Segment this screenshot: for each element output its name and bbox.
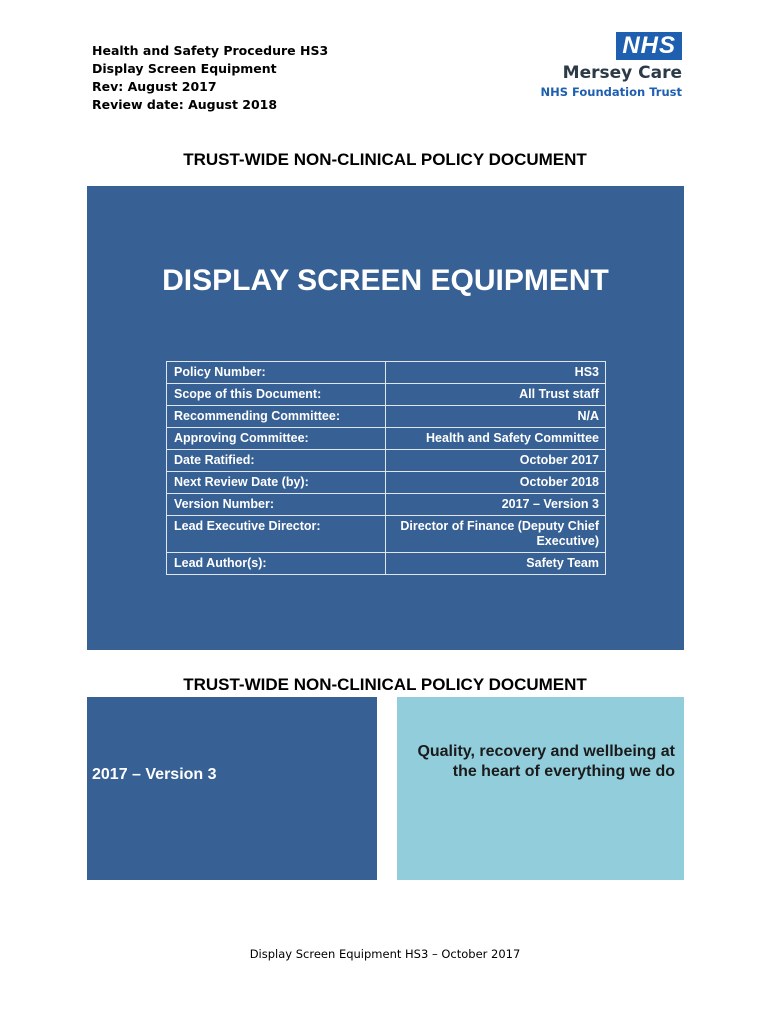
row-label: Approving Committee: — [167, 428, 386, 450]
nhs-logo — [540, 30, 690, 100]
version-panel — [87, 697, 377, 880]
doc-type-heading-bottom: TRUST-WIDE NON-CLINICAL POLICY DOCUMENT — [183, 675, 587, 694]
row-value: October 2018 — [386, 472, 606, 494]
row-label: Lead Executive Director: — [167, 516, 386, 553]
table-row — [167, 362, 606, 384]
row-value: Safety Team — [386, 553, 606, 575]
version-label: 2017 – Version 3 — [92, 766, 217, 783]
row-value: HS3 — [386, 362, 606, 384]
org-subtitle: NHS Foundation Trust — [540, 85, 682, 99]
header-line-procedure: Health and Safety Procedure HS3 — [92, 43, 329, 58]
cover-panel — [87, 186, 684, 650]
row-label: Next Review Date (by): — [167, 472, 386, 494]
row-value: Health and Safety Committee — [386, 428, 606, 450]
row-value: N/A — [386, 406, 606, 428]
row-label: Version Number: — [167, 494, 386, 516]
header-line-revision: Rev: August 2017 — [92, 79, 217, 94]
header-line-subject: Display Screen Equipment — [92, 61, 277, 76]
row-value: Director of Finance (Deputy Chief Executive) — [386, 516, 606, 553]
row-label: Lead Author(s): — [167, 553, 386, 575]
table-row — [167, 494, 606, 516]
doc-type-heading-top: TRUST-WIDE NON-CLINICAL POLICY DOCUMENT — [183, 150, 587, 169]
row-value: October 2017 — [386, 450, 606, 472]
tagline-panel — [397, 697, 684, 880]
row-label: Date Ratified: — [167, 450, 386, 472]
table-row — [167, 428, 606, 450]
table-row — [167, 553, 606, 575]
nhs-lozenge: NHS — [616, 32, 682, 60]
document-header — [92, 42, 328, 114]
table-row — [167, 450, 606, 472]
header-line-review-date: Review date: August 2018 — [92, 97, 278, 112]
page-footer: Display Screen Equipment HS3 – October 2017 — [249, 947, 521, 961]
row-value: 2017 – Version 3 — [386, 494, 606, 516]
table-row — [167, 516, 606, 553]
row-label: Recommending Committee: — [167, 406, 386, 428]
org-name: Mersey Care — [562, 63, 682, 83]
row-label: Policy Number: — [167, 362, 386, 384]
row-label: Scope of this Document: — [167, 384, 386, 406]
table-row — [167, 406, 606, 428]
policy-info-table — [166, 361, 606, 575]
tagline-text: Quality, recovery and wellbeing at the heart of everything we do — [417, 743, 675, 780]
document-title: DISPLAY SCREEN EQUIPMENT — [162, 264, 609, 297]
row-value: All Trust staff — [386, 384, 606, 406]
table-row — [167, 472, 606, 494]
table-row — [167, 384, 606, 406]
